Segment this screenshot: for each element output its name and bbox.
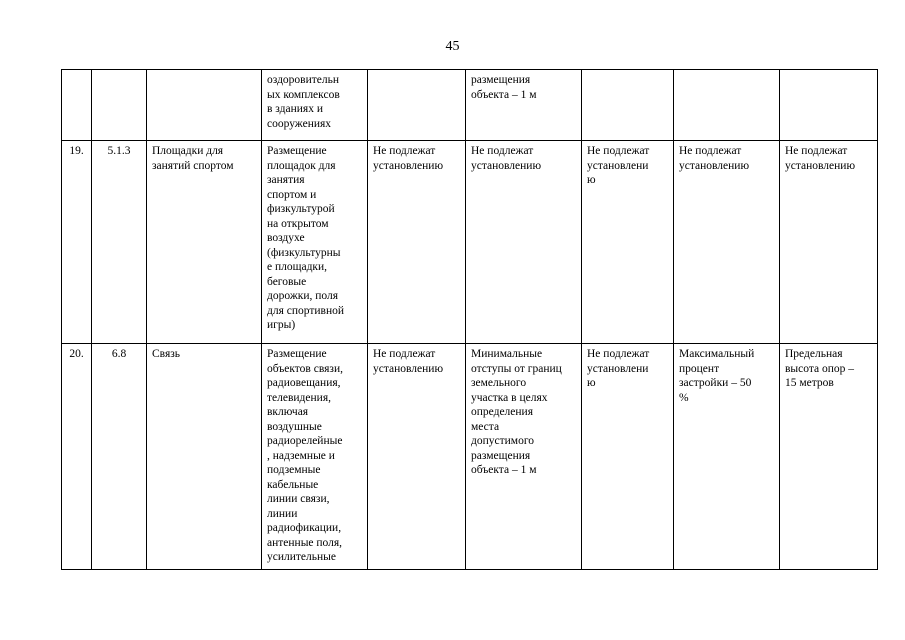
table-cell: Не подлежат установлению: [674, 141, 780, 344]
description-cell: оздоровительн ых комплексов в зданиях и сооружениях: [262, 70, 368, 141]
page-number: 45: [445, 39, 460, 54]
table-cell: Не подлежат установлению: [368, 344, 466, 570]
table-cell: Не подлежат установлению: [466, 141, 582, 344]
table-cell: размещения объекта – 1 м: [466, 70, 582, 141]
table-cell: [368, 70, 466, 141]
table-cell: Минимальные отступы от границ земельного участка в целях определения места допустимого размещения объекта – 1 м: [466, 344, 582, 570]
code-cell: 6.8: [92, 344, 147, 570]
table-cell: [582, 70, 674, 141]
table-row: [62, 70, 878, 141]
regulations-table: [61, 69, 878, 570]
row-number-cell: 19.: [62, 141, 92, 344]
description-cell: Размещение объектов связи, радиовещания, телевидения, включая воздушные радиорелейные , надземные и подземные кабельные линии связи, линии радиофикации, антенные поля, усилительные: [262, 344, 368, 570]
table-cell: Не подлежат установлению: [368, 141, 466, 344]
row-number-cell: [62, 70, 92, 141]
name-cell: Связь: [147, 344, 262, 570]
table-row: [62, 344, 878, 570]
name-cell: [147, 70, 262, 141]
table-cell: [674, 70, 780, 141]
table-cell: [780, 70, 878, 141]
table-cell: Предельная высота опор – 15 метров: [780, 344, 878, 570]
table-cell: Не подлежат установлени ю: [582, 141, 674, 344]
table-row: [62, 141, 878, 344]
code-cell: 5.1.3: [92, 141, 147, 344]
table-cell: Максимальный процент застройки – 50 %: [674, 344, 780, 570]
table-cell: Не подлежат установлению: [780, 141, 878, 344]
row-number-cell: 20.: [62, 344, 92, 570]
name-cell: Площадки для занятий спортом: [147, 141, 262, 344]
description-cell: Размещение площадок для занятия спортом и физкультурой на открытом воздухе (физкультурны е площадки, беговые дорожки, поля для спортивной игры): [262, 141, 368, 344]
code-cell: [92, 70, 147, 141]
table-cell: Не подлежат установлени ю: [582, 344, 674, 570]
